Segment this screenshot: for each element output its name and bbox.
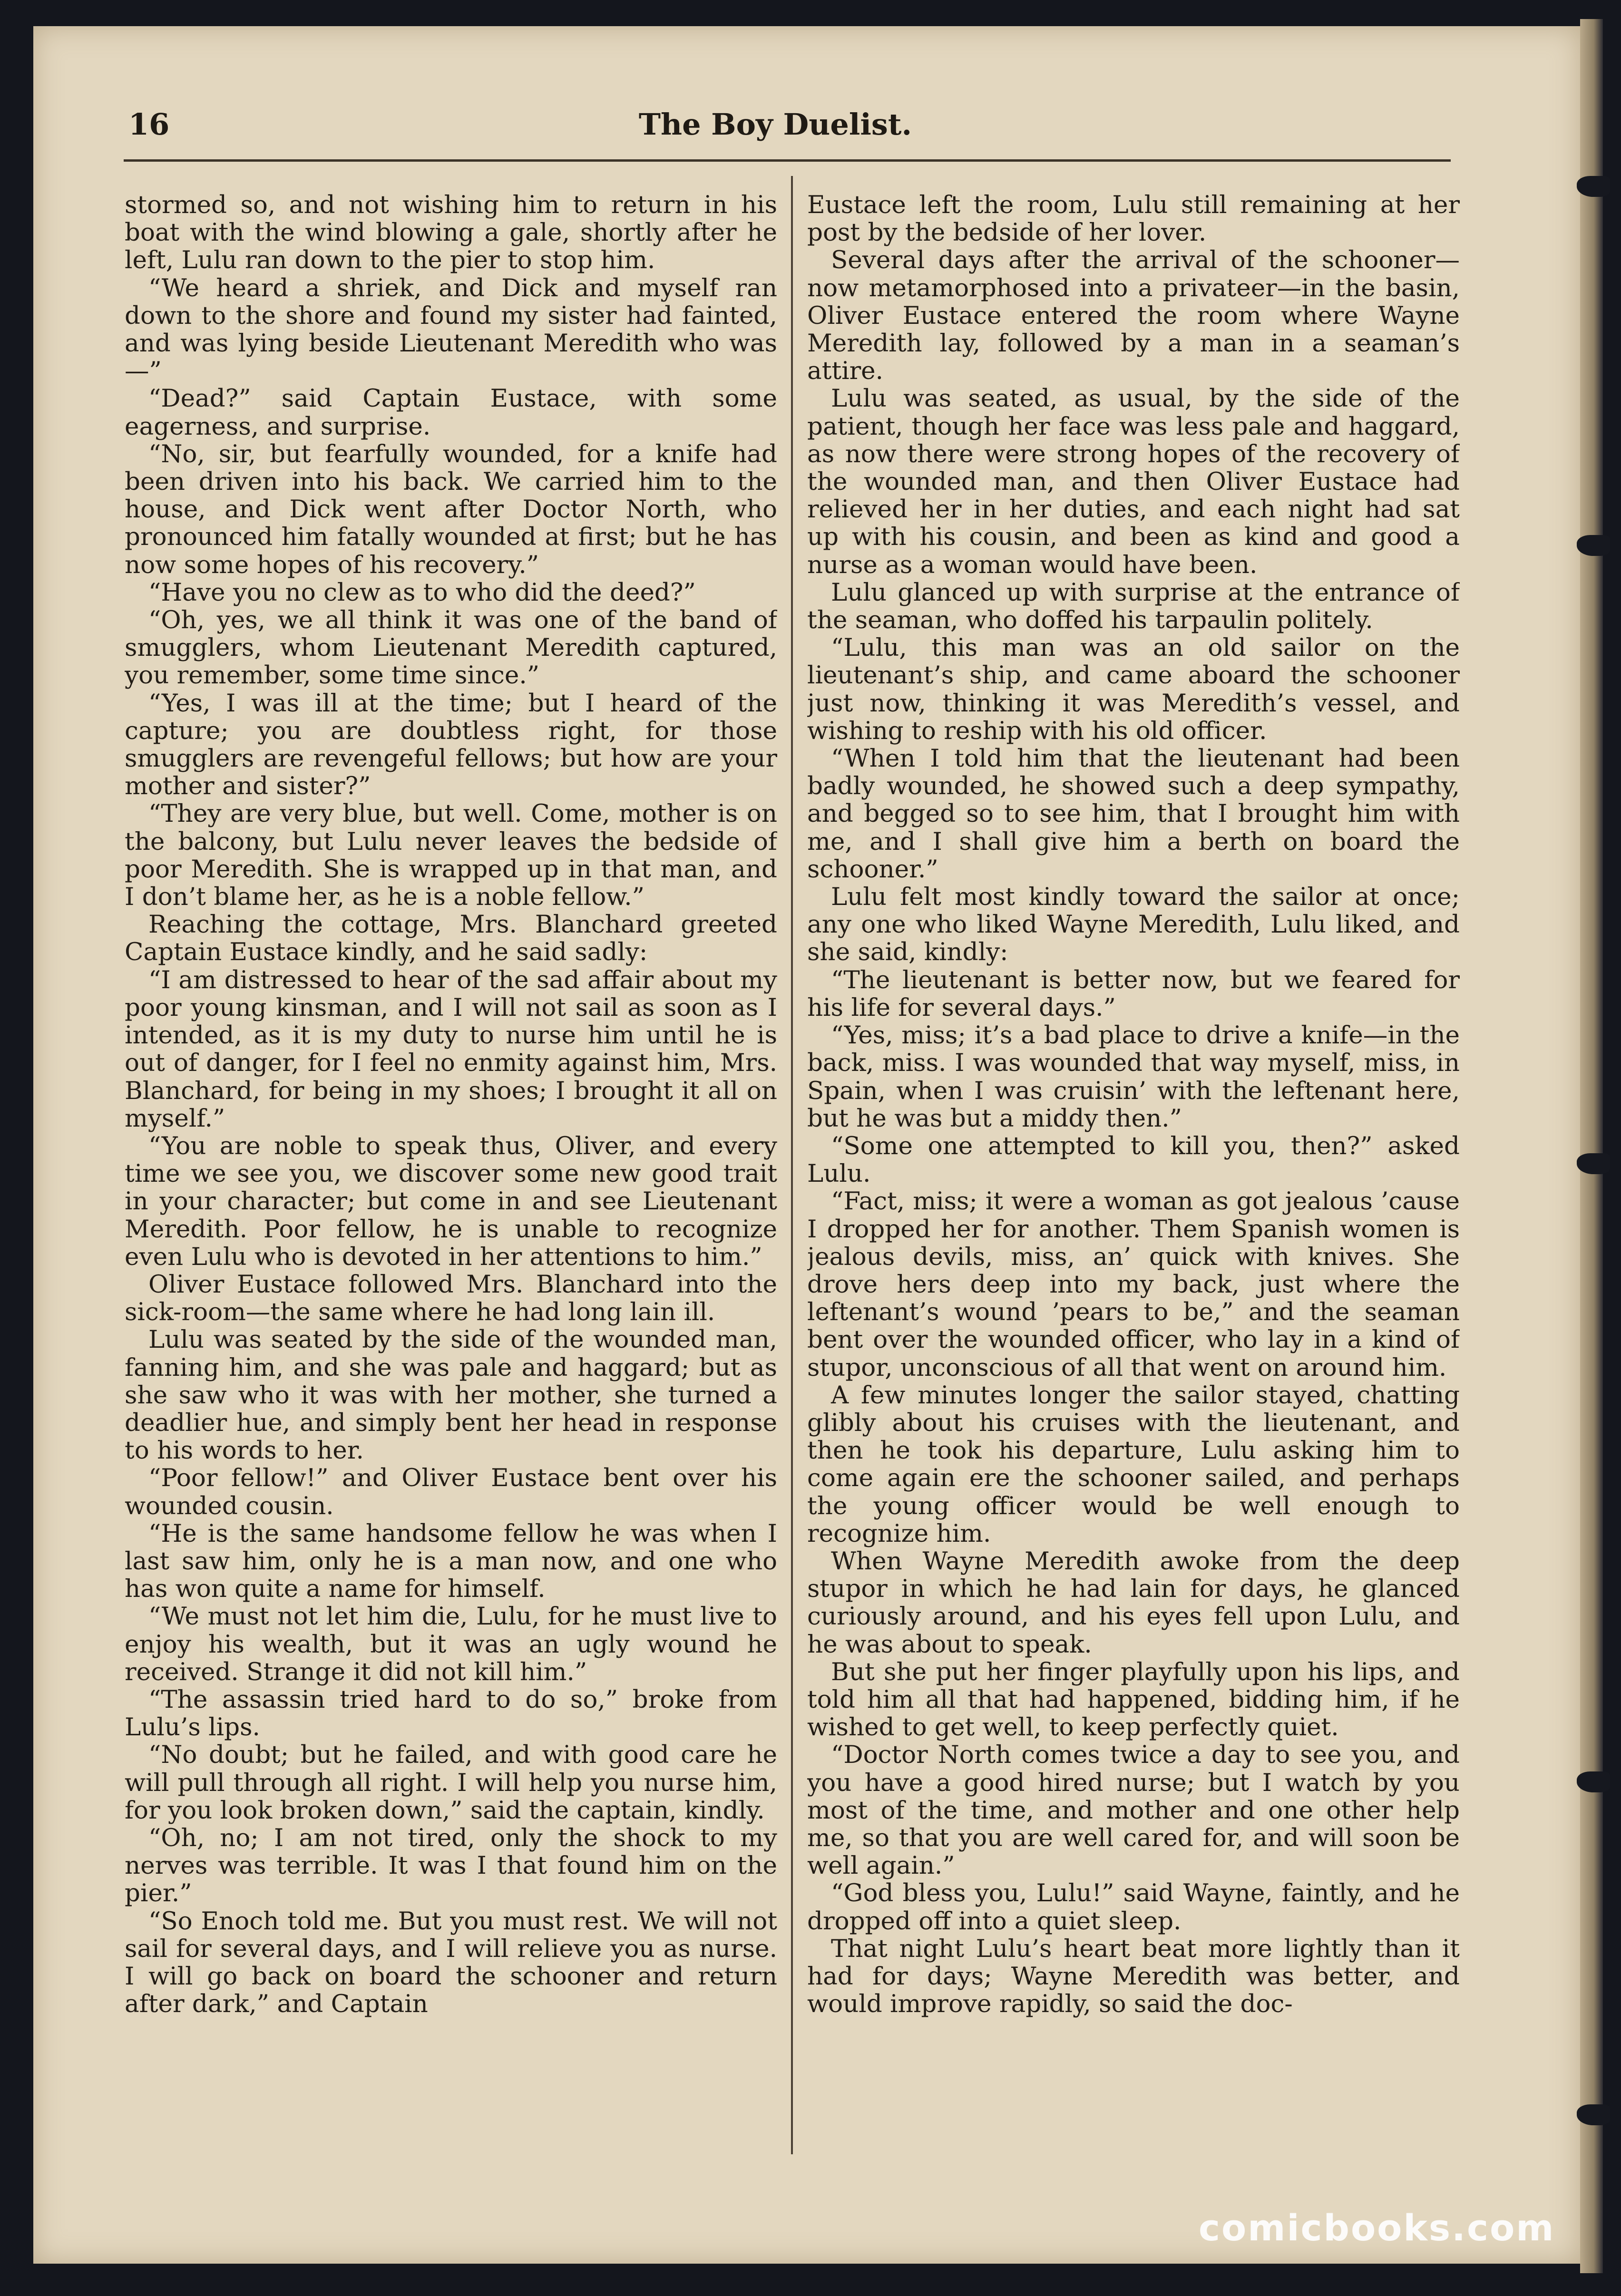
paragraph: Reaching the cottage, Mrs. Blanchard greeted Captain Eustace kindly, and he said sadly:	[125, 910, 777, 967]
paragraph: “Oh, yes, we all think it was one of the band of smugglers, whom Lieutenant Meredith captured, you remember, some time since.”	[125, 606, 777, 690]
paragraph: “Doctor North comes twice a day to see you, and you have a good hired nurse; but I watch by you most of the time, and mother and one other help me, so that you are well cared for, and will soon be well again.”	[807, 1741, 1460, 1880]
paragraph: “Yes, miss; it’s a bad place to drive a knife—in the back, miss. I was wounded that way myself, miss, in Spain, when I was cruisin’ with the leftenant here, but he was but a middy then.”	[807, 1021, 1460, 1133]
page-header	[90, 102, 1460, 155]
paragraph: “God bless you, Lulu!” said Wayne, faintly, and he dropped off into a quiet sleep.	[807, 1879, 1460, 1936]
paragraph: “Some one attempted to kill you, then?” asked Lulu.	[807, 1131, 1460, 1188]
paragraph: Lulu was seated by the side of the wounded man, fanning him, and she was pale and haggard; but as she saw who it was with her mother, she turned a deadlier hue, and simply bent her head in response to his words to her.	[125, 1325, 777, 1465]
paragraph: “When I told him that the lieutenant had been badly wounded, he showed such a deep sympathy, and begged so to see him, that I brought him with me, and I shall give him a berth on board the schooner.”	[807, 744, 1460, 884]
paragraph: Lulu felt most kindly toward the sailor at once; any one who liked Wayne Meredith, Lulu liked, and she said, kindly:	[807, 883, 1460, 967]
paragraph: Lulu was seated, as usual, by the side of the patient, though her face was less pale and haggard, as now there were strong hopes of the recovery of the wounded man, and then Oliver Eustace had relieved her in her duties, and each night had sat up with his cousin, and been as kind and good a nurse as a woman would have been.	[807, 384, 1460, 579]
paragraph: “No, sir, but fearfully wounded, for a knife had been driven into his back. We carried him to the house, and Dick went after Doctor North, who pronounced him fatally wounded at first; but he has now some hopes of his recovery.”	[125, 439, 777, 579]
paragraph: “Fact, miss; it were a woman as got jealous ’cause I dropped her for another. Them Spanish women is jealous devils, miss, an’ quick with knives. She drove hers deep into my back, just where the leftenant’s wound ’pears to be,” and the seaman bent over the wounded officer, who lay in a kind of stupor, unconscious of all that went on around him.	[807, 1187, 1460, 1382]
paragraph: “Dead?” said Captain Eustace, with some eagerness, and surprise.	[125, 384, 777, 441]
paragraph: “Poor fellow!” and Oliver Eustace bent over his wounded cousin.	[125, 1464, 777, 1520]
paragraph: When Wayne Meredith awoke from the deep stupor in which he had lain for days, he glanced curiously around, and his eyes fell upon Lulu, and he was about to speak.	[807, 1547, 1460, 1659]
paragraph: Several days after the arrival of the schooner—now metamorphosed into a privateer—in the basin, Oliver Eustace entered the room where Wayne Meredith lay, followed by a man in a seaman’s attire.	[807, 246, 1460, 386]
paragraph: But she put her finger playfully upon his lips, and told him all that had happened, bidding him, if he wished to get well, to keep perfectly quiet.	[807, 1657, 1460, 1742]
paragraph: “Yes, I was ill at the time; but I heard of the capture; you are doubtless right, for those smugglers are revengeful fellows; but how are your mother and sister?”	[125, 689, 777, 801]
paragraph: “The lieutenant is better now, but we feared for his life for several days.”	[807, 965, 1460, 1022]
page-number: 16	[128, 107, 170, 142]
header-rule	[124, 159, 1451, 162]
paragraph: “Lulu, this man was an old sailor on the lieutenant’s ship, and came aboard the schooner just now, thinking it was Meredith’s vessel, and wishing to reship with his old officer.	[807, 633, 1460, 745]
binding-hole	[1577, 176, 1610, 197]
column-divider	[791, 176, 793, 2154]
paragraph: stormed so, and not wishing him to return in his boat with the wind blowing a gale, shortly after he left, Lulu ran down to the pier to stop him.	[125, 191, 777, 275]
watermark: comicbooks.com	[1199, 2207, 1555, 2249]
binding-hole	[1577, 1771, 1610, 1792]
paragraph: “No doubt; but he failed, and with good care he will pull through all right. I will help you nurse him, for you look broken down,” said the captain, kindly.	[125, 1741, 777, 1825]
paragraph: “I am distressed to hear of the sad affair about my poor young kinsman, and I will not sail as soon as I intended, as it is my duty to nurse him until he is out of danger, for I feel no enmity against him, Mrs. Blanchard, for being in my shoes; I brought it all on myself.”	[125, 965, 777, 1133]
left-text-column	[125, 191, 777, 2179]
paragraph: “So Enoch told me. But you must rest. We will not sail for several days, and I will relieve you as nurse. I will go back on board the schooner and return after dark,” and Captain	[125, 1907, 777, 2019]
paragraph: “You are noble to speak thus, Oliver, and every time we see you, we discover some new good trait in your character; but come in and see Lieutenant Meredith. Poor fellow, he is unable to recognize even Lulu who is devoted in her attentions to him.”	[125, 1131, 777, 1271]
paragraph: “He is the same handsome fellow he was when I last saw him, only he is a man now, and one who has won quite a name for himself.	[125, 1519, 777, 1604]
paragraph: Lulu glanced up with surprise at the entrance of the seaman, who doffed his tarpaulin politely.	[807, 578, 1460, 635]
paragraph: “Have you no clew as to who did the deed?”	[148, 578, 696, 607]
paragraph: “They are very blue, but well. Come, mother is on the balcony, but Lulu never leaves the bedside of poor Meredith. She is wrapped up in that man, and I don’t blame her, as he is a noble fellow.”	[125, 799, 777, 912]
binding-hole	[1577, 1153, 1610, 1174]
paragraph: That night Lulu’s heart beat more lightly than it had for days; Wayne Meredith was better, and would improve rapidly, so said the doc-	[807, 1934, 1460, 2019]
paragraph: A few minutes longer the sailor stayed, chatting glibly about his cruises with the lieutenant, and then he took his departure, Lulu asking him to come again ere the schooner sailed, and perhaps the young officer would be well enough to recognize him.	[807, 1381, 1460, 1548]
paragraph: Oliver Eustace followed Mrs. Blanchard into the sick-room—the same where he had long lain ill.	[125, 1270, 777, 1327]
paragraph: “We heard a shriek, and Dick and myself ran down to the shore and found my sister had fainted, and was lying beside Lieutenant Meredith who was—”	[125, 273, 777, 386]
paragraph: Eustace left the room, Lulu still remaining at her post by the bedside of her lover.	[807, 191, 1460, 247]
paragraph: “Oh, no; I am not tired, only the shock to my nerves was terrible. It was I that found him on the pier.”	[125, 1823, 777, 1908]
page-edge	[1580, 19, 1603, 2273]
right-text-column	[807, 191, 1460, 2179]
binding-hole	[1577, 2104, 1610, 2125]
paragraph: “We must not let him die, Lulu, for he must live to enjoy his wealth, but it was an ugly wound he received. Strange it did not kill him.”	[125, 1602, 777, 1686]
paragraph: “The assassin tried hard to do so,” broke from Lulu’s lips.	[125, 1685, 777, 1742]
running-title: The Boy Duelist.	[638, 107, 912, 142]
binding-hole	[1577, 535, 1610, 556]
